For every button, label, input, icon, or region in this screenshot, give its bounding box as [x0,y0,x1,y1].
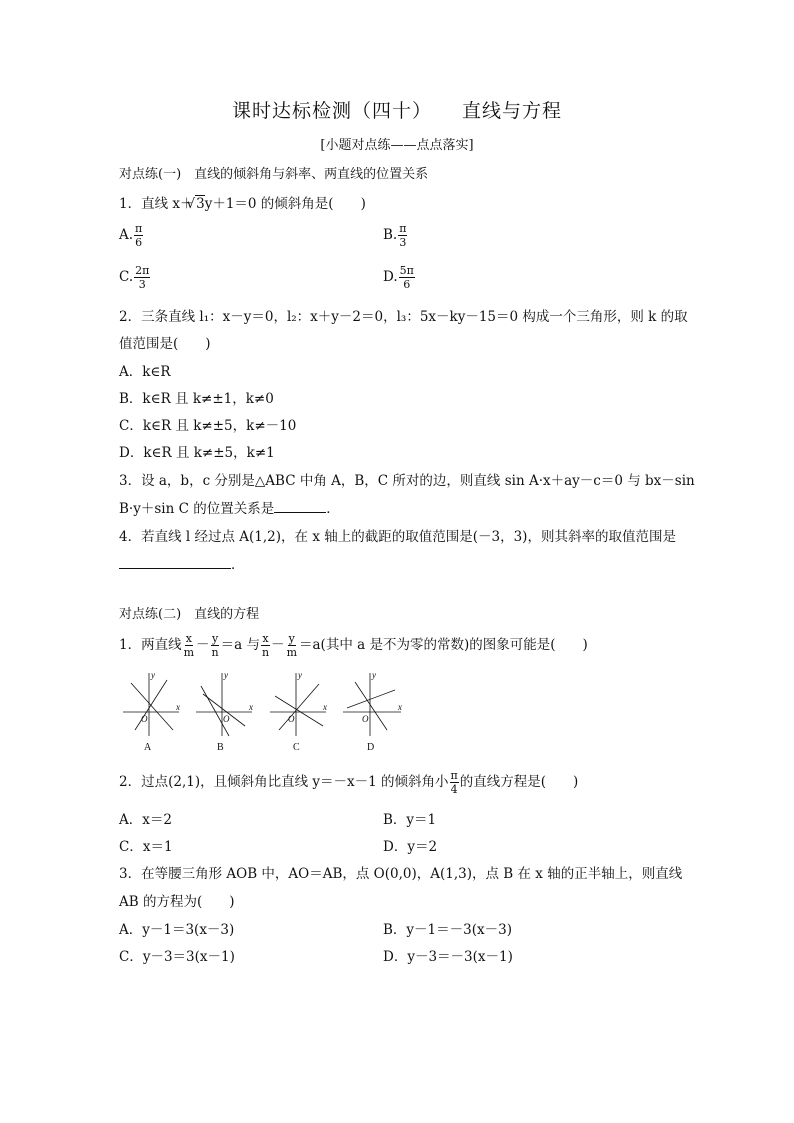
s2-q2-option-c: C．x＝1 [119,839,173,855]
s1-q2-option-b: B．k∈R 且 k≠±1，k≠0 [119,391,274,407]
answer-graphs [119,668,419,758]
graph-label-a: A [144,742,152,753]
s1-question-3-line2: B·y＋sin C 的位置关系是 ． [119,501,340,517]
s2-question-2: 2．过点(2,1)，且倾斜角比直线 y＝－x－1 的倾斜角小 $\frac{\pi}{4}$ 的直线方程是( ) [119,769,579,796]
graph-c-origin: O [288,714,295,724]
title-main: 课时达标检测（四十） [231,100,432,122]
s1-question-3-line1: 3．设 a，b，c 分别是△ABC 中角 A，B，C 所对的边，则直线 sin A·x＋ay－c＝0 与 bx－sin [119,473,695,489]
s2-question-1: 1．两直线 $\frac{x}{m}$ － $\frac{y}{n}$ ＝a 与 $\frac{x}{n}$ － $\frac{y}{m}$ ＝a(其中 a 是不为零的常数)的图象可能是( ) [119,632,588,659]
graph-a-y-label: y [151,670,155,680]
graphs-svg [119,668,419,758]
s1-q1-option-c: C. $\frac{2\pi}{3}$ [119,264,150,291]
page-title [0,96,794,123]
graph-a-origin: O [141,714,148,724]
graph-b-x-label: x [249,702,253,712]
s2-q2-option-a: A．x＝2 [119,812,172,828]
graph-d-origin: O [362,714,369,724]
graph-label-c: C [293,742,300,753]
s1-question-1: 1．直线 x＋√ 3y＋1＝0 的倾斜角是( ) [119,192,366,212]
section1-heading: 对点练(一) 直线的倾斜角与斜率、两直线的位置关系 [119,167,429,182]
graph-label-d: D [367,742,375,753]
graph-b-y-label: y [224,670,228,680]
page-subtitle: [小题对点练——点点落实] [320,138,474,153]
s2-question-3-line2: AB 的方程为( ) [119,894,235,910]
s1-q1-option-b: B. $\frac{\pi}{3}$ [383,222,407,249]
s2-q3-option-d: D．y－3＝－3(x－1) [383,949,513,965]
title-topic: 直线与方程 [462,100,563,122]
graph-b-origin: O [223,714,230,724]
graph-label-b: B [217,742,224,753]
s1-q2-option-c: C．k∈R 且 k≠±5，k≠－10 [119,418,297,434]
s2-question-3-line1: 3．在等腰三角形 AOB 中，AO＝AB，点 O(0,0)，A(1,3)，点 B 在 x 轴的正半轴上，则直线 [119,866,683,882]
answer-blank [119,556,231,569]
graph-c-y-label: y [298,670,302,680]
s2-q3-option-b: B．y－1＝－3(x－3) [383,922,512,938]
graph-a-x-label: x [176,702,180,712]
s2-q2-option-d: D．y＝2 [383,839,438,855]
answer-blank [274,500,326,513]
graph-c-x-label: x [323,702,327,712]
graph-d [343,673,401,736]
s2-q3-option-a: A．y－1＝3(x－3) [119,922,235,938]
graph-b [196,673,252,736]
s2-q3-option-c: C．y－3＝3(x－1) [119,949,235,965]
s1-question-4-line1: 4．若直线 l 经过点 A(1,2)，在 x 轴上的截距的取值范围是(－3，3)，则其斜率的取值范围是 [119,529,676,545]
s1-question-2-line2: 值范围是( ) [119,336,211,352]
s1-q2-option-a: A．k∈R [119,364,171,380]
graph-c [270,673,326,736]
s1-q1-option-a: A. $\frac{\pi}{6}$ [119,222,143,249]
s2-q2-option-b: B．y＝1 [383,812,437,828]
graph-a [123,673,179,736]
graph-d-y-label: y [372,670,376,680]
graph-d-x-label: x [398,702,402,712]
s1-q2-option-d: D．k∈R 且 k≠±5，k≠1 [119,445,275,461]
s1-question-2-line1: 2．三条直线 l₁：x－y＝0，l₂：x＋y－2＝0，l₃：5x－ky－15＝0 构成一个三角形，则 k 的取 [119,309,688,325]
section2-heading: 对点练(二) 直线的方程 [119,607,260,622]
s1-q1-option-d: D. $\frac{5\pi}{6}$ [383,264,414,291]
s1-question-4-line2: ． [119,553,245,573]
sqrt-symbol: √ 3 [195,195,205,212]
